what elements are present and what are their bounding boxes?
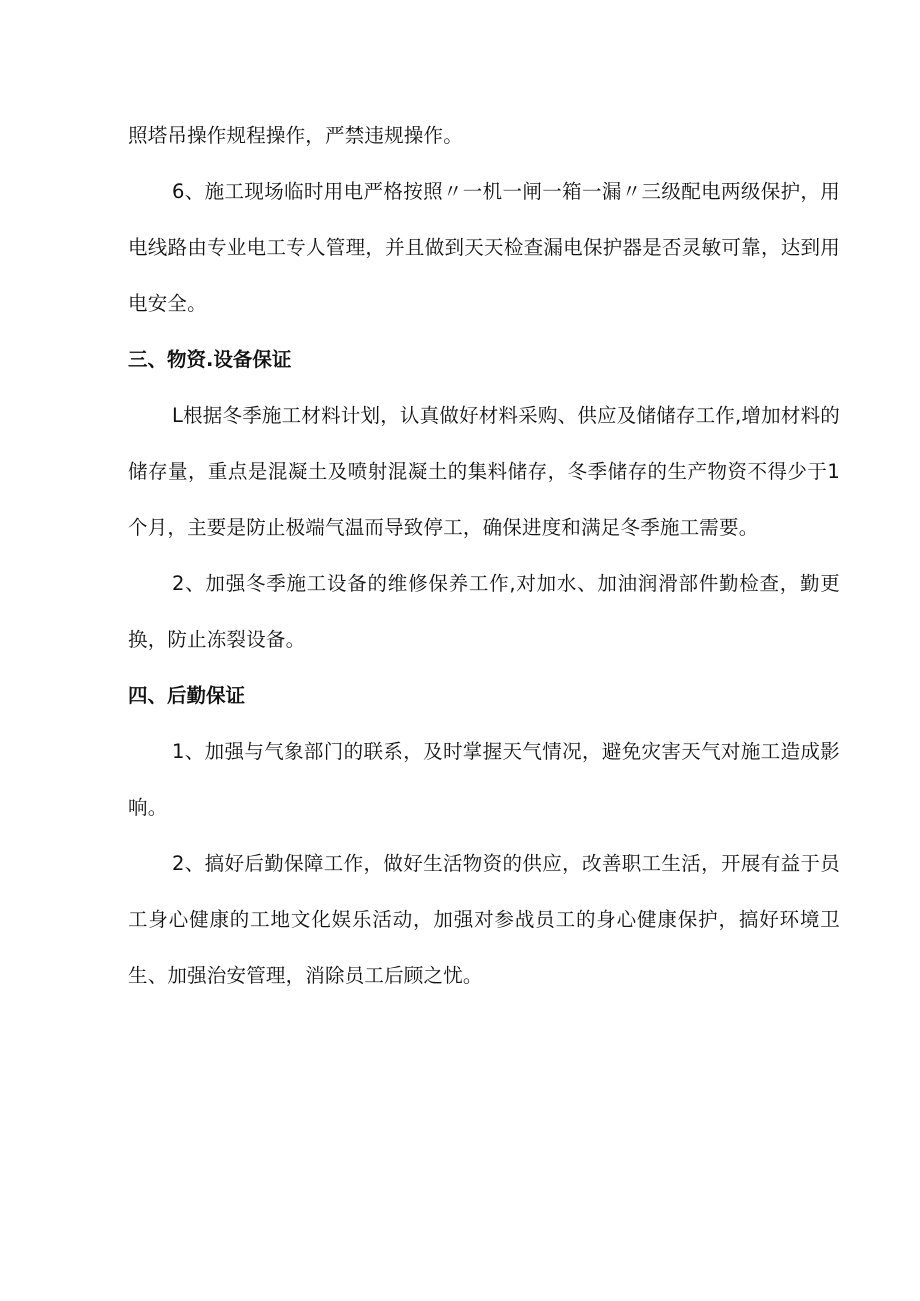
paragraph-3-2: 2、加强冬季施工设备的维修保养工作,对加水、加油润滑部件勤检查，勤更换，防止冻裂设备。 bbox=[128, 572, 840, 651]
section-heading-4: 四、后勤保证 bbox=[128, 684, 246, 707]
paragraph-3-1: L根据冬季施工材料计划，认真做好材料采购、供应及储储存工作,增加材料的储存量，重点是混凝土及喷射混凝土的集料储存，冬季储存的生产物资不得少于1个月，主要是防止极端气温而导致停工，确保进度和满足冬季施工需要。 bbox=[128, 404, 840, 539]
paragraph-item-6: 6、施工现场临时用电严格按照〃一机一闸一箱一漏〃三级配电两级保护，用电线路由专业电工专人管理，并且做到天天检查漏电保护器是否灵敏可靠，达到用电安全。 bbox=[128, 180, 840, 315]
paragraph-continued: 照塔吊操作规程操作，严禁违规操作。 bbox=[128, 124, 463, 147]
section-heading-3: 三、物资.设备保证 bbox=[128, 348, 292, 371]
paragraph-4-2: 2、搞好后勤保障工作，做好生活物资的供应，改善职工生活，开展有益于员工身心健康的工地文化娱乐活动，加强对参战员工的身心健康保护，搞好环境卫生、加强治安管理，消除员工后顾之忧。 bbox=[128, 852, 840, 987]
paragraph-4-1: 1、加强与气象部门的联系，及时掌握天气情况，避免灾害天气对施工造成影响。 bbox=[128, 740, 840, 819]
